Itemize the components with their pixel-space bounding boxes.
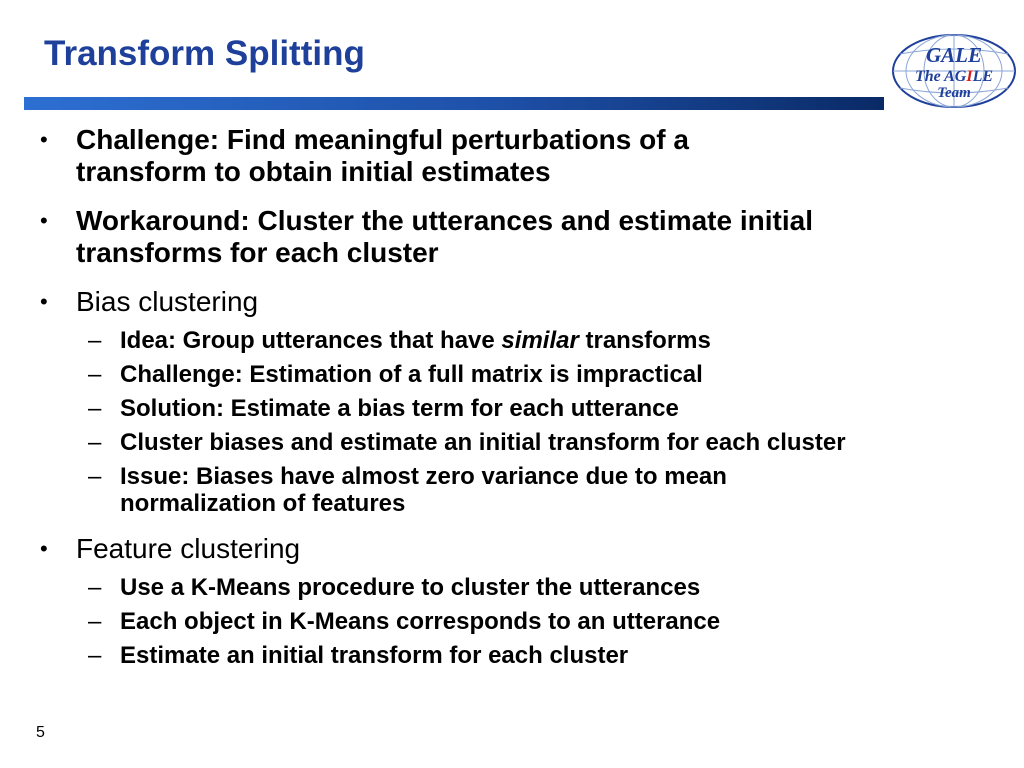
page-number: 5 (36, 724, 45, 741)
bullet-dot: • (40, 127, 48, 152)
gale-logo (890, 32, 1018, 110)
title-underline-bar (24, 97, 884, 110)
bullet-dot: • (40, 536, 48, 561)
slide-title: Transform Splitting (44, 34, 365, 73)
globe-logo-icon (890, 32, 1018, 110)
bullet-dot: • (40, 208, 48, 233)
bullet-item-challenge: • Challenge: Find meaningful perturbations of a transform to obtain initial estimates (40, 124, 689, 187)
logo-line2: The AGILE (914, 68, 994, 85)
slide: Transform Splitting GALE The AGILE Team • Challenge: Find meaningful perturbations of a transform to obtain initial estimates • Workaround: Cluster the utterances and estimate initial transforms for each cluster • Bias clustering – Idea: Group utterances that have similar transforms – Challenge: Estimation of a full matrix is impractical – Solution: Estimate a bias term for each utterance – Cluster biases and estimate an initial transform for each cluster – Issue: Biases have almost zero variance due to mean normalization of features • Feature clustering – Use a K-Means procedure to cluster the utterances – Each object in K-Means corresponds to an utterance – Estimate an initial transform for each cluster 5 (0, 0, 1024, 768)
bullet-item-workaround: • Workaround: Cluster the utterances and estimate initial transforms for each cluster (40, 205, 813, 268)
logo-line3: Team (937, 85, 971, 101)
logo-line1: GALE (925, 43, 983, 67)
bullet-dot: • (40, 289, 48, 314)
